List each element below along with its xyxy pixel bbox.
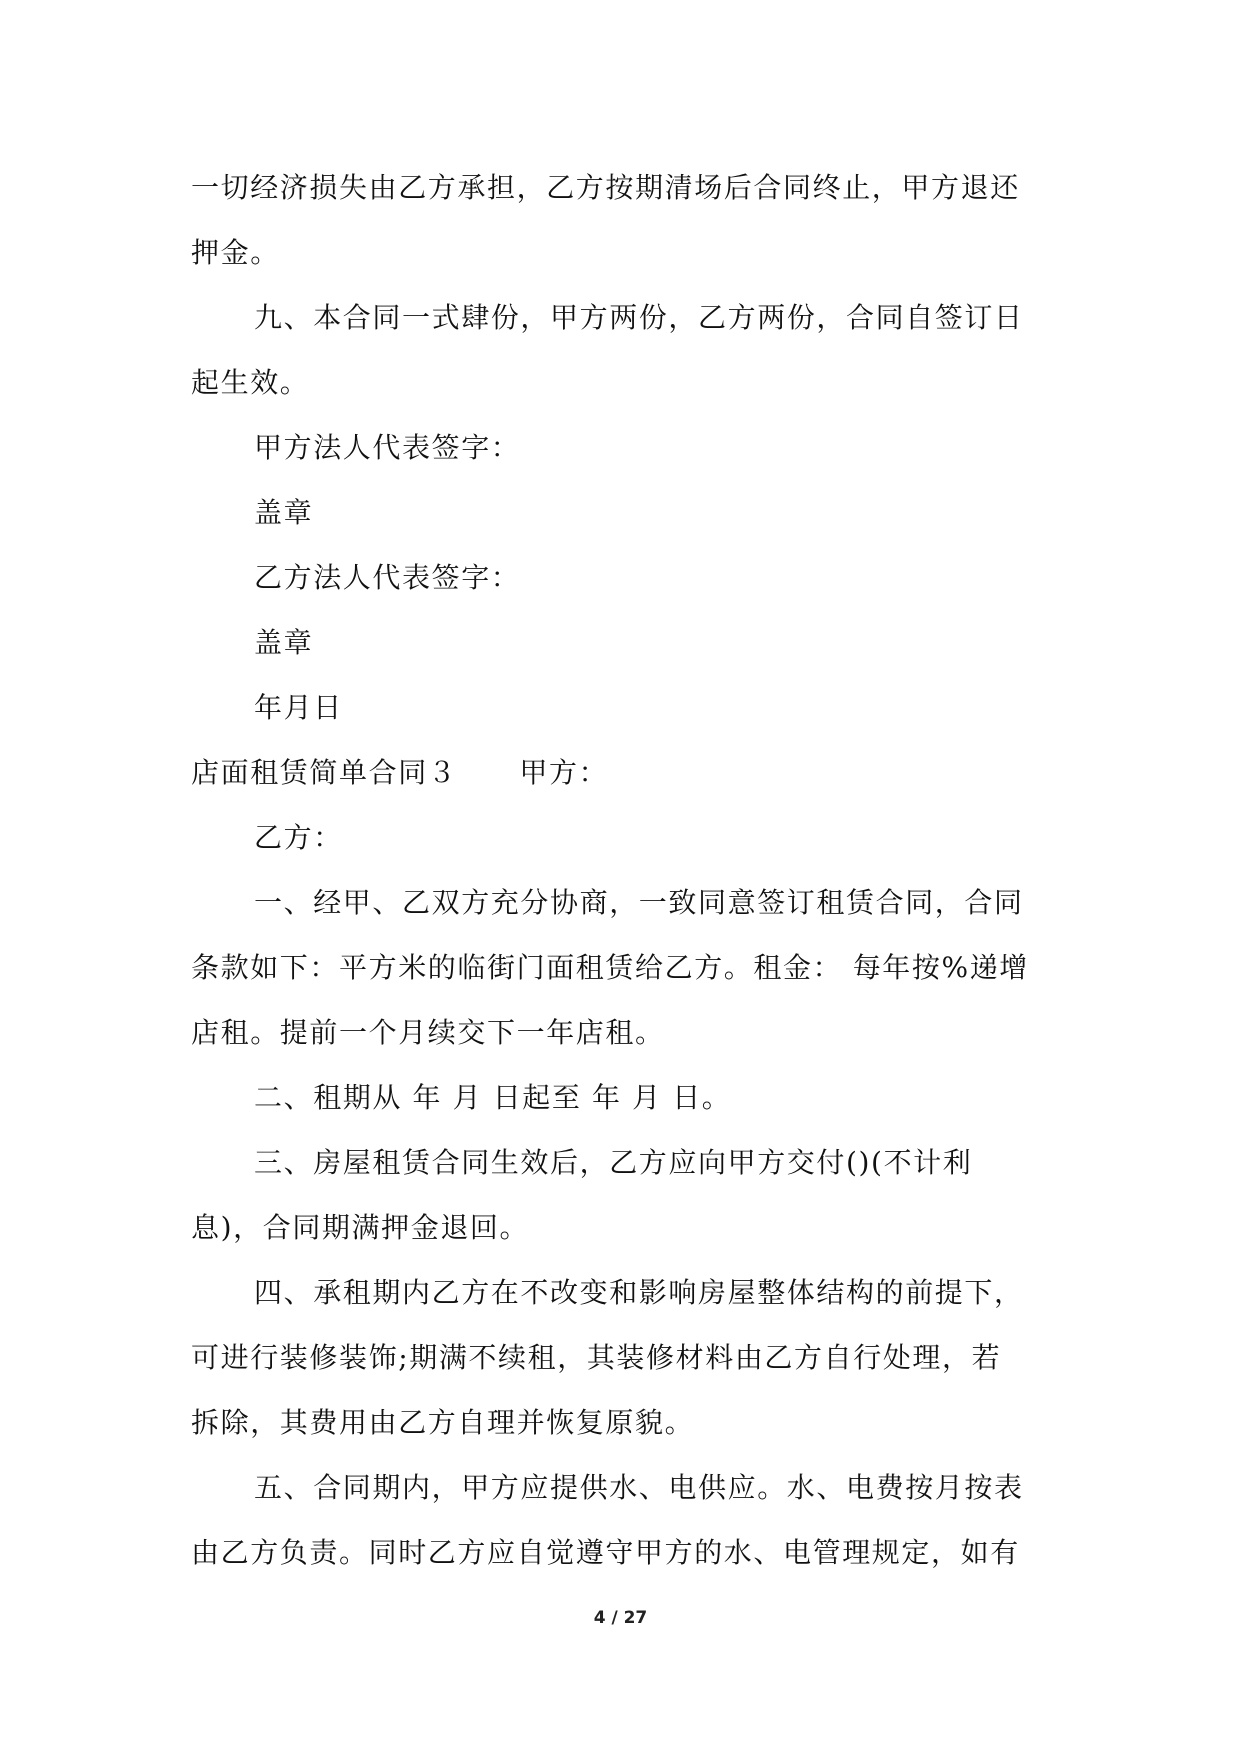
clause-two-line: 二、租期从 年 月 日起至 年 月 日。: [254, 1081, 732, 1114]
party-a-seal-label: 盖章: [254, 496, 314, 529]
paragraph-line: 押金。: [191, 236, 280, 269]
paragraph-line: 由乙方负责。同时乙方应自觉遵守甲方的水、电管理规定，如有: [191, 1536, 1020, 1569]
party-a-signature-label: 甲方法人代表签字：: [254, 431, 521, 464]
party-a-label: 甲方：: [519, 756, 609, 789]
page-number: 4 / 27: [593, 1608, 648, 1628]
paragraph-line: 可进行装修装饰;期满不续租，其装修材料由乙方自行处理，若: [191, 1341, 1002, 1374]
clause-nine-line: 九、本合同一式肆份，甲方两份，乙方两份，合同自签订日: [254, 301, 1024, 334]
document-body: [191, 155, 1061, 1585]
date-label: 年月日: [254, 691, 343, 724]
paragraph-line: 条款如下：平方米的临街门面租赁给乙方。租金： 每年按%递增: [191, 951, 1029, 984]
party-b-seal-label: 盖章: [254, 626, 314, 659]
clause-three-line: 三、房屋租赁合同生效后，乙方应向甲方交付()(不计利: [254, 1146, 973, 1179]
clause-four-line: 四、承租期内乙方在不改变和影响房屋整体结构的前提下，: [254, 1276, 1024, 1309]
clause-five-line: 五、合同期内，甲方应提供水、电供应。水、电费按月按表: [254, 1471, 1024, 1504]
paragraph-line: 起生效。: [191, 366, 310, 399]
section-title: 店面租赁简单合同３: [191, 756, 458, 789]
paragraph-line: 息)，合同期满押金退回。: [191, 1211, 530, 1244]
paragraph-line: 拆除，其费用由乙方自理并恢复原貌。: [191, 1406, 695, 1439]
clause-one-line: 一、经甲、乙双方充分协商，一致同意签订租赁合同，合同: [254, 886, 1024, 919]
section-title-line: [191, 740, 1061, 805]
party-b-label: 乙方：: [254, 821, 343, 854]
paragraph-line: 一切经济损失由乙方承担，乙方按期清场后合同终止，甲方退还: [191, 171, 1020, 204]
party-b-signature-label: 乙方法人代表签字：: [254, 561, 521, 594]
paragraph-line: 店租。提前一个月续交下一年店租。: [191, 1016, 665, 1049]
